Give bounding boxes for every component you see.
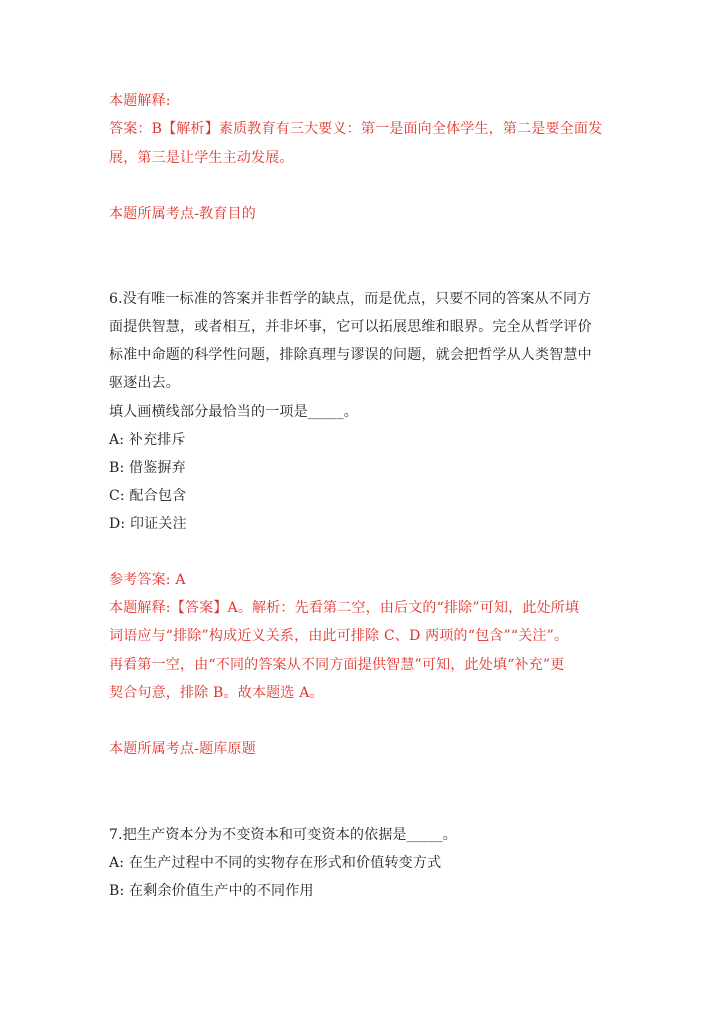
q5-answer-line-2: 展，第三是让学生主动发展。 xyxy=(109,150,294,166)
q6-stem-line-3: 标准中命题的科学性问题，排除真理与谬误的问题，就会把哲学从人类智慧中 xyxy=(109,347,592,363)
q6-knowledge-point: 本题所属考点-题库原题 xyxy=(109,741,256,757)
q6-explanation-line-3: 再看第一空，由“不同的答案从不同方面提供智慧”可知，此处填“补充”更 xyxy=(109,657,565,673)
q6-option-d: D: 印证关注 xyxy=(109,516,187,532)
q7-option-b: B: 在剩余价值生产中的不同作用 xyxy=(109,883,314,899)
q6-stem-line-2: 面提供智慧，或者相互，并非坏事，它可以拓展思维和眼界。完全从哲学评价 xyxy=(109,319,592,335)
q6-explanation-line-4: 契合句意，排除 B。故本题选 A。 xyxy=(109,685,324,701)
q6-option-c: C: 配合包含 xyxy=(109,488,187,504)
q6-stem-line-1: 6.没有唯一标准的答案并非哲学的缺点，而是优点，只要不同的答案从不同方 xyxy=(109,291,592,307)
q7-option-a: A: 在生产过程中不同的实物存在形式和价值转变方式 xyxy=(109,855,442,871)
q6-explanation-line-1: 本题解释:【答案】A。解析：先看第二空，由后文的“排除”可知，此处所填 xyxy=(109,600,580,616)
q5-explanation-label: 本题解释: xyxy=(109,93,171,109)
q6-prompt: 填人画横线部分最恰当的一项是_____。 xyxy=(109,404,358,420)
q7-stem: 7.把生产资本分为不变资本和可变资本的依据是_____。 xyxy=(109,827,457,843)
q6-option-b: B: 借鉴摒弃 xyxy=(109,460,186,476)
q6-stem-line-4: 驱逐出去。 xyxy=(109,375,180,391)
q5-answer-line-1: 答案：B【解析】素质教育有三大要义：第一是面向全体学生，第二是要全面发 xyxy=(109,121,603,137)
q6-explanation-line-2: 词语应与“排除”构成近义关系，由此可排除 C、D 两项的“包含”“关注”。 xyxy=(109,628,569,644)
q6-option-a: A: 补充排斥 xyxy=(109,432,186,448)
q5-knowledge-point: 本题所属考点-教育目的 xyxy=(109,206,256,222)
q6-reference-answer: 参考答案: A xyxy=(109,572,186,588)
